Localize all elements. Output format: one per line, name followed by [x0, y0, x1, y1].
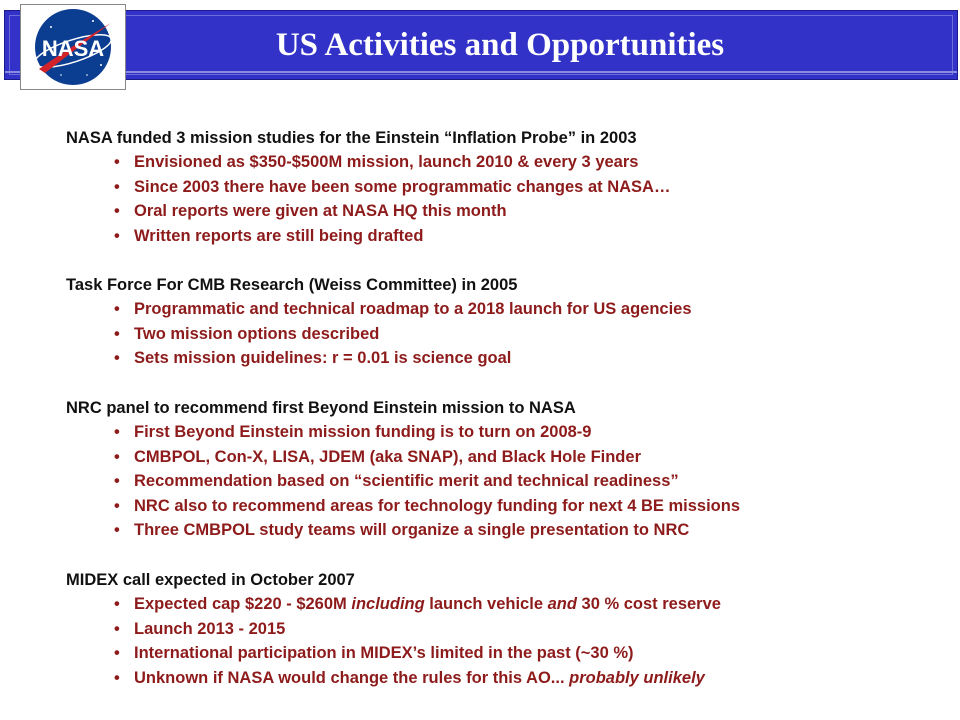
bullet-dot-icon: •: [114, 177, 120, 196]
bullet-dot-icon: •: [114, 595, 120, 613]
bullet-item: [66, 324, 692, 349]
bullet-text: Sets mission guidelines: r = 0.01 is science goal: [134, 349, 512, 367]
bullet-item: [66, 594, 721, 619]
bullet-dot-icon: •: [114, 226, 120, 245]
bullet-item: [66, 619, 721, 644]
bullet-dot-icon: •: [114, 202, 120, 220]
bullet-dot-icon: •: [114, 324, 120, 343]
bullet-text: International participation in MIDEX’s limited in the past (~30 %): [134, 644, 634, 662]
slide-title: US Activities and Opportunities: [275, 27, 725, 63]
bullet-item: [66, 177, 670, 202]
bullet-dot-icon: •: [114, 496, 120, 515]
bullet-item: [66, 643, 721, 668]
bullet-dot-icon: •: [114, 619, 120, 638]
bullet-text: First Beyond Einstein mission funding is to turn on 2008-9: [134, 423, 592, 441]
bullet-item: [66, 348, 692, 373]
bullet-text: Unknown if NASA would change the rules for this AO... probably unlikely: [134, 668, 705, 687]
bullet-item: [66, 447, 740, 472]
section-nrc-panel: [66, 398, 740, 545]
section-weiss-committee: [66, 275, 692, 373]
bullet-text: Two mission options described: [134, 324, 380, 343]
bullet-text: Three CMBPOL study teams will organize a single presentation to NRC: [134, 521, 690, 539]
bullet-item: [66, 201, 670, 226]
section-inflation-probe: [66, 128, 670, 250]
bullet-dot-icon: •: [114, 644, 120, 662]
bullet-dot-icon: •: [114, 349, 120, 367]
section-heading: MIDEX call expected in October 2007: [66, 571, 355, 589]
bullet-dot-icon: •: [114, 423, 120, 441]
bullet-text: Programmatic and technical roadmap to a 2018 launch for US agencies: [134, 300, 692, 318]
section-heading: NRC panel to recommend first Beyond Einstein mission to NASA: [66, 399, 576, 417]
bullet-text: CMBPOL, Con-X, LISA, JDEM (aka SNAP), and Black Hole Finder: [134, 447, 641, 466]
bullet-text: Written reports are still being drafted: [134, 226, 424, 245]
bullet-dot-icon: •: [114, 472, 120, 490]
bullet-item: [66, 668, 721, 693]
bullet-text: Expected cap $220 - $260M including launch vehicle and 30 % cost reserve: [134, 595, 721, 613]
bullet-item: [66, 422, 740, 447]
section-heading: NASA funded 3 mission studies for the Einstein “Inflation Probe” in 2003: [66, 129, 637, 147]
section-midex-call: [66, 570, 721, 692]
bullet-text: Envisioned as $350-$500M mission, launch 2010 & every 3 years: [134, 153, 639, 171]
bullet-item: [66, 299, 692, 324]
section-heading: Task Force For CMB Research (Weiss Committee) in 2005: [66, 276, 518, 294]
bullet-text: NRC also to recommend areas for technology funding for next 4 BE missions: [134, 496, 741, 515]
bullet-item: [66, 520, 740, 545]
bullet-text: Since 2003 there have been some programmatic changes at NASA…: [134, 177, 671, 196]
bullet-item: [66, 226, 670, 251]
bullet-item: [66, 152, 670, 177]
bullet-dot-icon: •: [114, 447, 120, 466]
bullet-dot-icon: •: [114, 521, 120, 539]
bullet-item: [66, 496, 740, 521]
bullet-text: Recommendation based on “scientific merit and technical readiness”: [134, 472, 679, 490]
bullet-text: Oral reports were given at NASA HQ this month: [134, 202, 507, 220]
svg-text:NASA: NASA: [41, 36, 105, 61]
bullet-dot-icon: •: [114, 300, 120, 318]
bullet-text: Launch 2013 - 2015: [134, 619, 286, 638]
bullet-item: [66, 471, 740, 496]
bullet-dot-icon: •: [114, 153, 120, 171]
bullet-dot-icon: •: [114, 668, 120, 687]
